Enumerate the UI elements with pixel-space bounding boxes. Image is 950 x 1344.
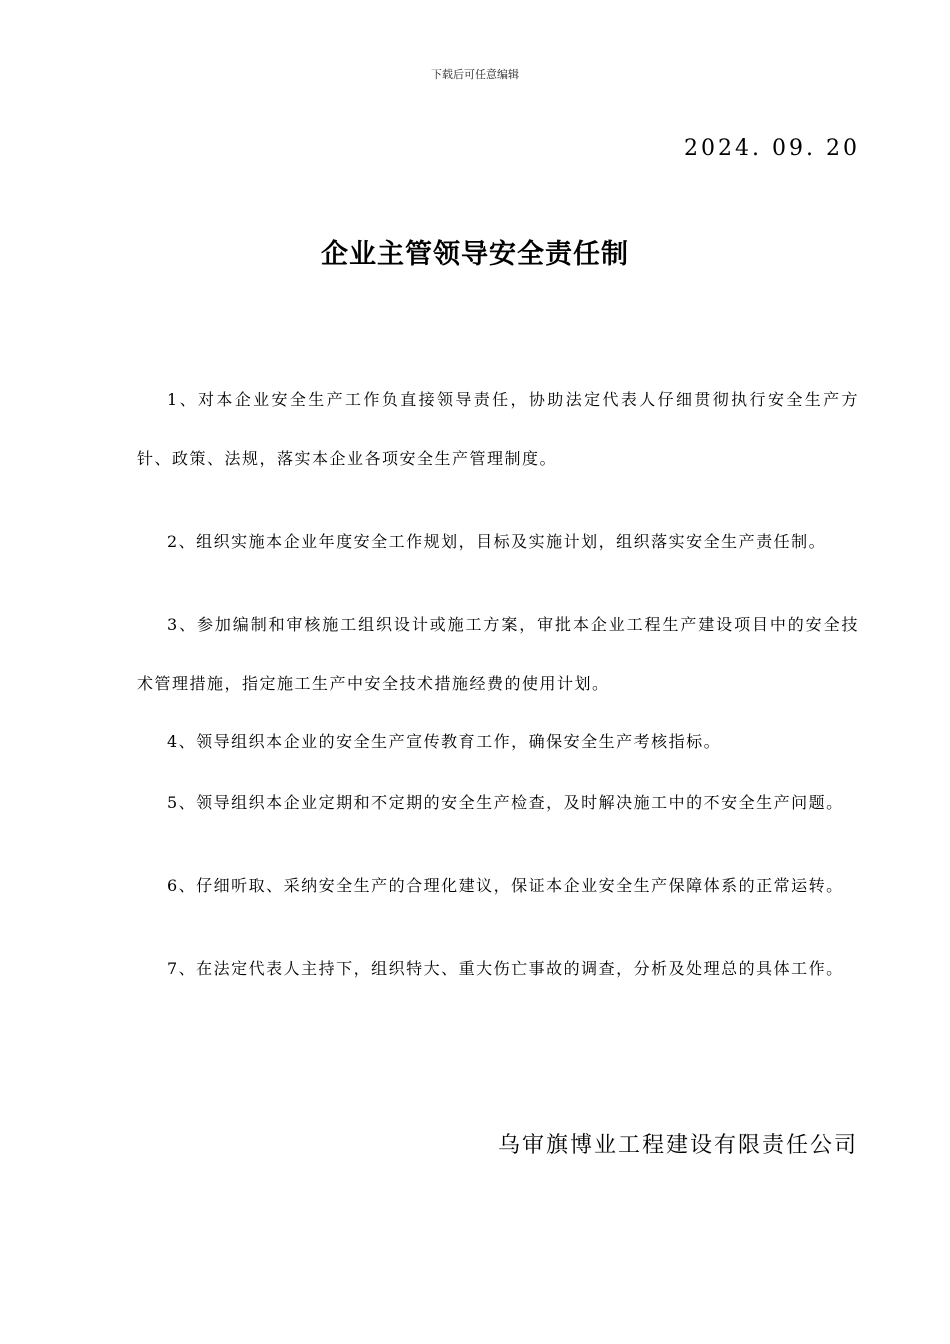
document-date: 2024. 09. 20 xyxy=(684,136,860,161)
header-note: 下载后可任意编辑 xyxy=(431,68,519,81)
clause-2: 2、组织实施本企业年度安全工作规划，目标及实施计划，组织落实安全生产责任制。 xyxy=(167,532,827,551)
clause-7: 7、在法定代表人主持下，组织特大、重大伤亡事故的调查，分析及处理总的具体工作。 xyxy=(167,959,844,978)
clause-1: 1、对本企业安全生产工作负直接领导责任，协助法定代表人仔细贯彻执行安全生产方针、政策、法规，落实本企业各项安全生产管理制度。 xyxy=(137,390,859,468)
document-body xyxy=(137,370,859,1022)
clause-4: 4、领导组织本企业的安全生产宣传教育工作，确保安全生产考核指标。 xyxy=(167,732,722,751)
clause-6: 6、仔细听取、采纳安全生产的合理化建议，保证本企业安全生产保障体系的正常运转。 xyxy=(167,876,844,895)
document-title: 企业主管领导安全责任制 xyxy=(321,239,629,270)
clause-5: 5、领导组织本企业定期和不定期的安全生产检查，及时解决施工中的不安全生产问题。 xyxy=(167,793,844,812)
clause-3: 3、参加编制和审核施工组织设计或施工方案，审批本企业工程生产建设项目中的安全技术管理措施，指定施工生产中安全技术措施经费的使用计划。 xyxy=(137,615,859,693)
company-signature: 乌审旗博业工程建设有限责任公司 xyxy=(497,1133,858,1158)
